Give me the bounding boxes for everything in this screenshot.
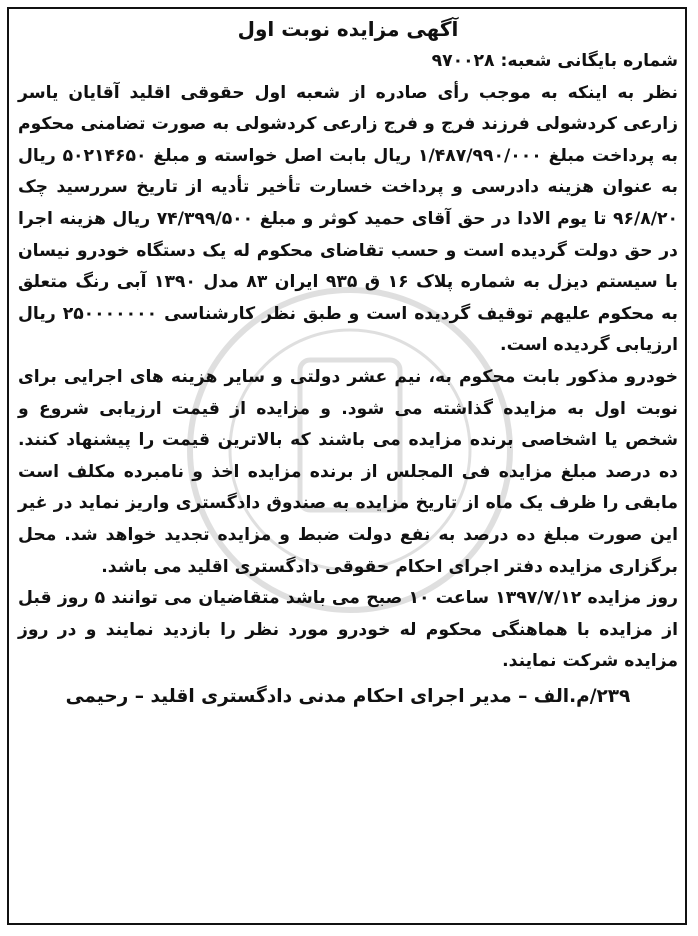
notice-footer: ۲۳۹/م.الف – مدیر اجرای احکام مدنی دادگستری اقلید – رحیمی [65,685,631,707]
paragraph-1: نظر به اینکه به موجب رأی صادره از شعبه اول حقوقی اقلید آقایان یاسر زارعی کردشولی فرزند فرج و فرج زارعی کردشولی به صورت تضامنی محکوم به پرداخت مبلغ ۱/۴۸۷/۹۹۰/۰۰۰ ریال بابت اصل خواسته و مبلغ ۵۰۲۱۴۶۵۰ ریال به عنوان هزینه دادرسی و پرداخت خسارت تأخیر تأدیه از تاریخ سررسید چک ۹۶/۸/۲۰ تا یوم الادا در حق آقای حمید کوثر و مبلغ ۷۴/۳۹۹/۵۰۰ ریال هزینه اجرا در حق دولت گردیده است و حسب تقاضای محکوم له یک دستگاه خودرو نیسان با سیستم دیزل به شماره پلاک ۱۶ ق ۹۳۵ ایران ۸۳ مدل ۱۳۹۰ آبی رنگ متعلق به محکوم علیهم توقیف گردیده است و طبق نظر کارشناسی ۲۵۰۰۰۰۰۰۰ ریال ارزیابی گردیده است. [18,82,679,356]
notice-content [18,12,678,714]
notice-title: آگهی مزایده نوبت اول [237,17,459,41]
paragraph-3: روز مزایده ۱۳۹۷/۷/۱۲ ساعت ۱۰ صبح می باشد متقاضیان می توانند ۵ روز قبل از مزایده با هماهنگی محکوم له خودرو مورد نظر را بازدید نمایند و در روز مزایده شرکت نمایند. [18,588,679,672]
paragraph-2: خودرو مذکور بابت محکوم به، نیم عشر دولتی و سایر هزینه های اجرایی برای نوبت اول به مزایده گذاشته می شود. و مزایده از قیمت ارزیابی شروع و شخص یا اشخاصی برنده مزایده می باشند که بالاترین قیمت را پیشنهاد کنند. ده درصد مبلغ مزایده فی المجلس از برنده مزایده اخذ و نامبرده مکلف است مابقی را ظرف یک ماه از تاریخ مزایده به صندوق دادگستری واریز نماید در غیر این صورت مبلغ ده درصد به نفع دولت ضبط و مزایده تجدید خواهد شد. محل برگزاری مزایده دفتر اجرای احکام حقوقی دادگستری اقلید می باشد. [18,366,678,577]
archive-number: شماره بایگانی شعبه: ۹۷۰۰۲۸ [431,51,678,71]
